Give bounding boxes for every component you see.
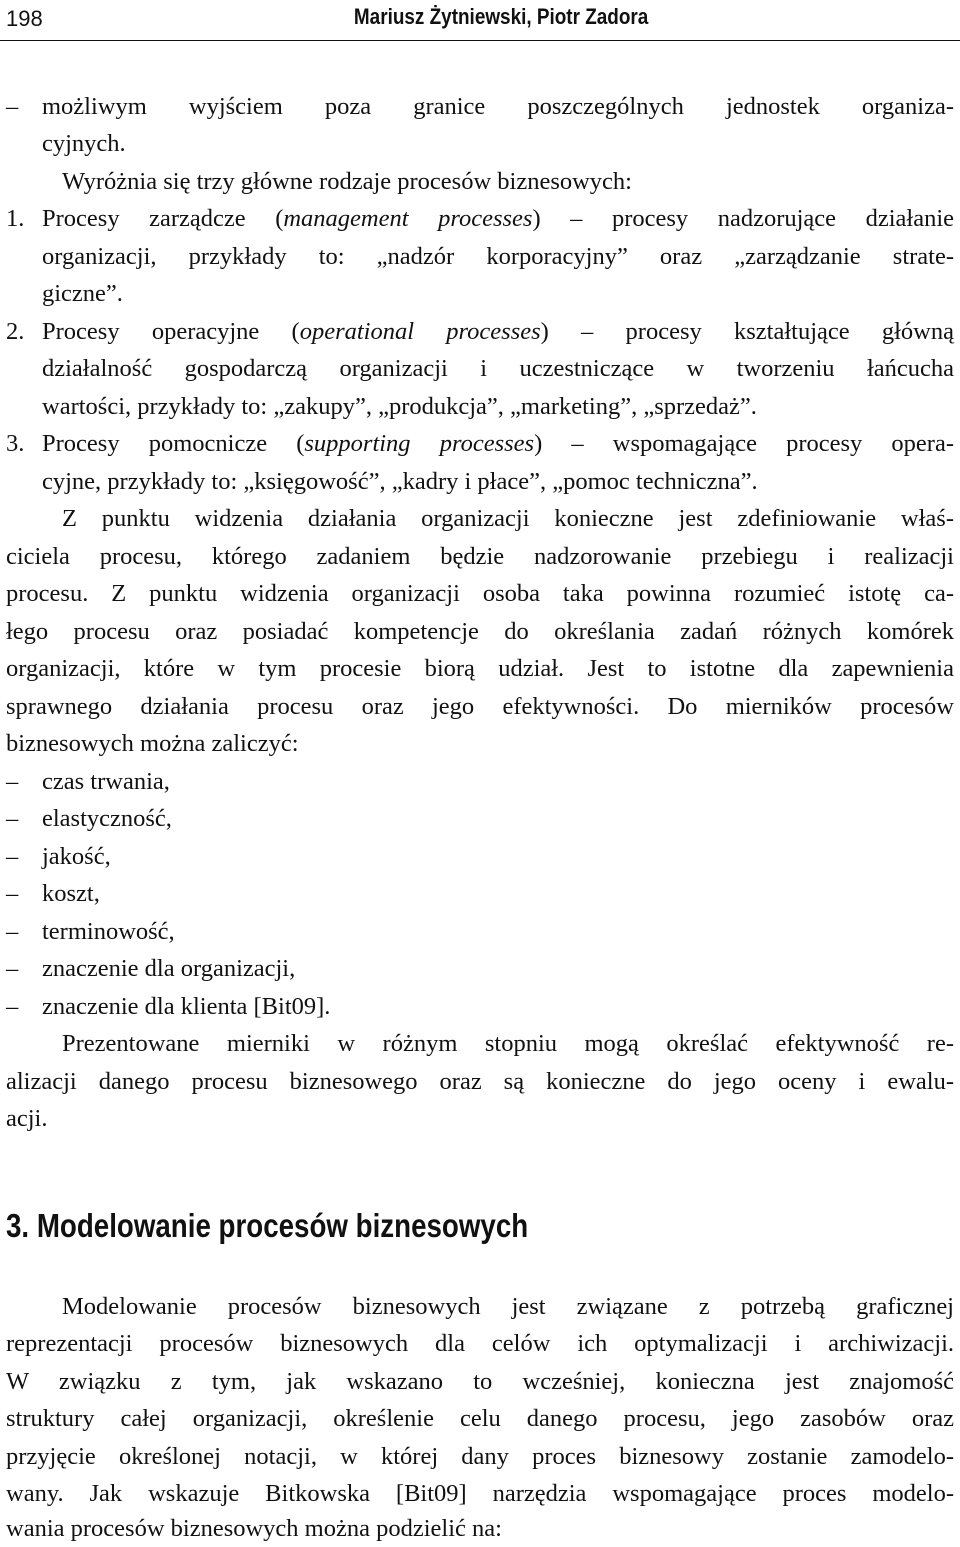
process-types-intro: Wyróżnia się trzy główne rodzaje procesów biznesowych: xyxy=(62,168,632,195)
measure-item: jakość, xyxy=(42,843,111,870)
process-type-2-line3: wartości, przykłady to: „zakupy”, „produkcja”, „marketing”, „sprzedaż”. xyxy=(42,393,757,420)
process-type-1-line2: organizacji, przykłady to: „nadzór korporacyjny” oraz „zarządzanie strate- xyxy=(42,243,954,270)
list-dash: – xyxy=(6,805,19,832)
process-type-3-line1: Procesy pomocnicze (supporting processes) – wspomagające procesy opera- xyxy=(42,430,954,457)
process-type-1-line1: Procesy zarządcze (management processes) – procesy nadzorujące działanie xyxy=(42,205,954,232)
paragraph3-line6: wany. Jak wskazuje Bitkowska [Bit09] narzędzia wspomagające proces modelo- xyxy=(6,1480,954,1507)
list-dash: – xyxy=(6,768,19,795)
paragraph2-line3: acji. xyxy=(6,1105,48,1132)
paragraph3-line1: Modelowanie procesów biznesowych jest związane z potrzebą graficznej xyxy=(62,1293,954,1320)
process-type-2-line2: działalność gospodarczą organizacji i uczestniczące w tworzeniu łańcucha xyxy=(42,355,954,382)
measure-item: terminowość, xyxy=(42,918,175,945)
list-dash: – xyxy=(6,843,19,870)
section-heading: 3. Modelowanie procesów biznesowych xyxy=(6,1207,529,1244)
paragraph2-line2: alizacji danego procesu biznesowego oraz są konieczne do jego oceny i ewalu- xyxy=(6,1068,954,1095)
paragraph3-line7: wania procesów biznesowych można podzielić na: xyxy=(6,1515,502,1542)
process-type-3-line2: cyjne, przykłady to: „księgowość”, „kadry i płace”, „pomoc techniczna”. xyxy=(42,468,758,495)
english-term: supporting processes xyxy=(304,430,535,457)
english-term: management processes xyxy=(283,205,533,232)
measure-item: koszt, xyxy=(42,880,100,907)
intro-bullet-line2: cyjnych. xyxy=(42,130,126,157)
process-type-2-line1: Procesy operacyjne (operational processes) – procesy kształtujące główną xyxy=(42,318,954,345)
paragraph1-line3: procesu. Z punktu widzenia organizacji osoba taka powinna rozumieć istotę ca- xyxy=(6,580,954,607)
measure-item: elastyczność, xyxy=(42,805,172,832)
paragraph1-line2: ciciela procesu, którego zadaniem będzie nadzorowanie przebiegu i realizacji xyxy=(6,543,954,570)
paragraph3-line5: przyjęcie określonej notacji, w której dany proces biznesowy zostanie zamodelo- xyxy=(6,1443,954,1470)
english-term: operational processes xyxy=(299,318,541,345)
paragraph2-line1: Prezentowane mierniki w różnym stopniu mogą określać efektywność re- xyxy=(62,1030,954,1057)
paragraph3-line2: reprezentacji procesów biznesowych dla celów ich optymalizacji i archiwizacji. xyxy=(6,1330,954,1357)
list-number-2: 2. xyxy=(6,318,25,345)
measure-item: znaczenie dla organizacji, xyxy=(42,955,296,982)
paragraph1-line4: łego procesu oraz posiadać kompetencje do określania zadań różnych komórek xyxy=(6,618,954,645)
intro-bullet-line1: możliwym wyjściem poza granice poszczególnych jednostek organiza- xyxy=(42,93,954,120)
paragraph1-line1: Z punktu widzenia działania organizacji konieczne jest zdefiniowanie właś- xyxy=(62,505,954,532)
running-header-authors: Mariusz Żytniewski, Piotr Zadora xyxy=(353,4,648,29)
list-number-3: 3. xyxy=(6,430,25,457)
list-dash: – xyxy=(6,880,19,907)
list-dash: – xyxy=(6,993,19,1020)
list-dash: – xyxy=(6,93,19,120)
page-number: 198 xyxy=(6,6,43,31)
paragraph1-line6: sprawnego działania procesu oraz jego efektywności. Do mierników procesów xyxy=(6,693,954,720)
measure-item: znaczenie dla klienta [Bit09]. xyxy=(42,993,331,1020)
paragraph1-line7: biznesowych można zaliczyć: xyxy=(6,730,299,757)
paragraph3-line4: struktury całej organizacji, określenie celu danego procesu, jego zasobów oraz xyxy=(6,1405,954,1432)
paragraph1-line5: organizacji, które w tym procesie biorą udział. Jest to istotne dla zapewnienia xyxy=(6,655,954,682)
running-header xyxy=(0,0,960,41)
list-dash: – xyxy=(6,918,19,945)
process-type-1-line3: giczne”. xyxy=(42,280,123,307)
list-dash: – xyxy=(6,955,19,982)
measure-item: czas trwania, xyxy=(42,768,170,795)
paragraph3-line3: W związku z tym, jak wskazano to wcześniej, konieczna jest znajomość xyxy=(6,1368,954,1395)
list-number-1: 1. xyxy=(6,205,25,232)
